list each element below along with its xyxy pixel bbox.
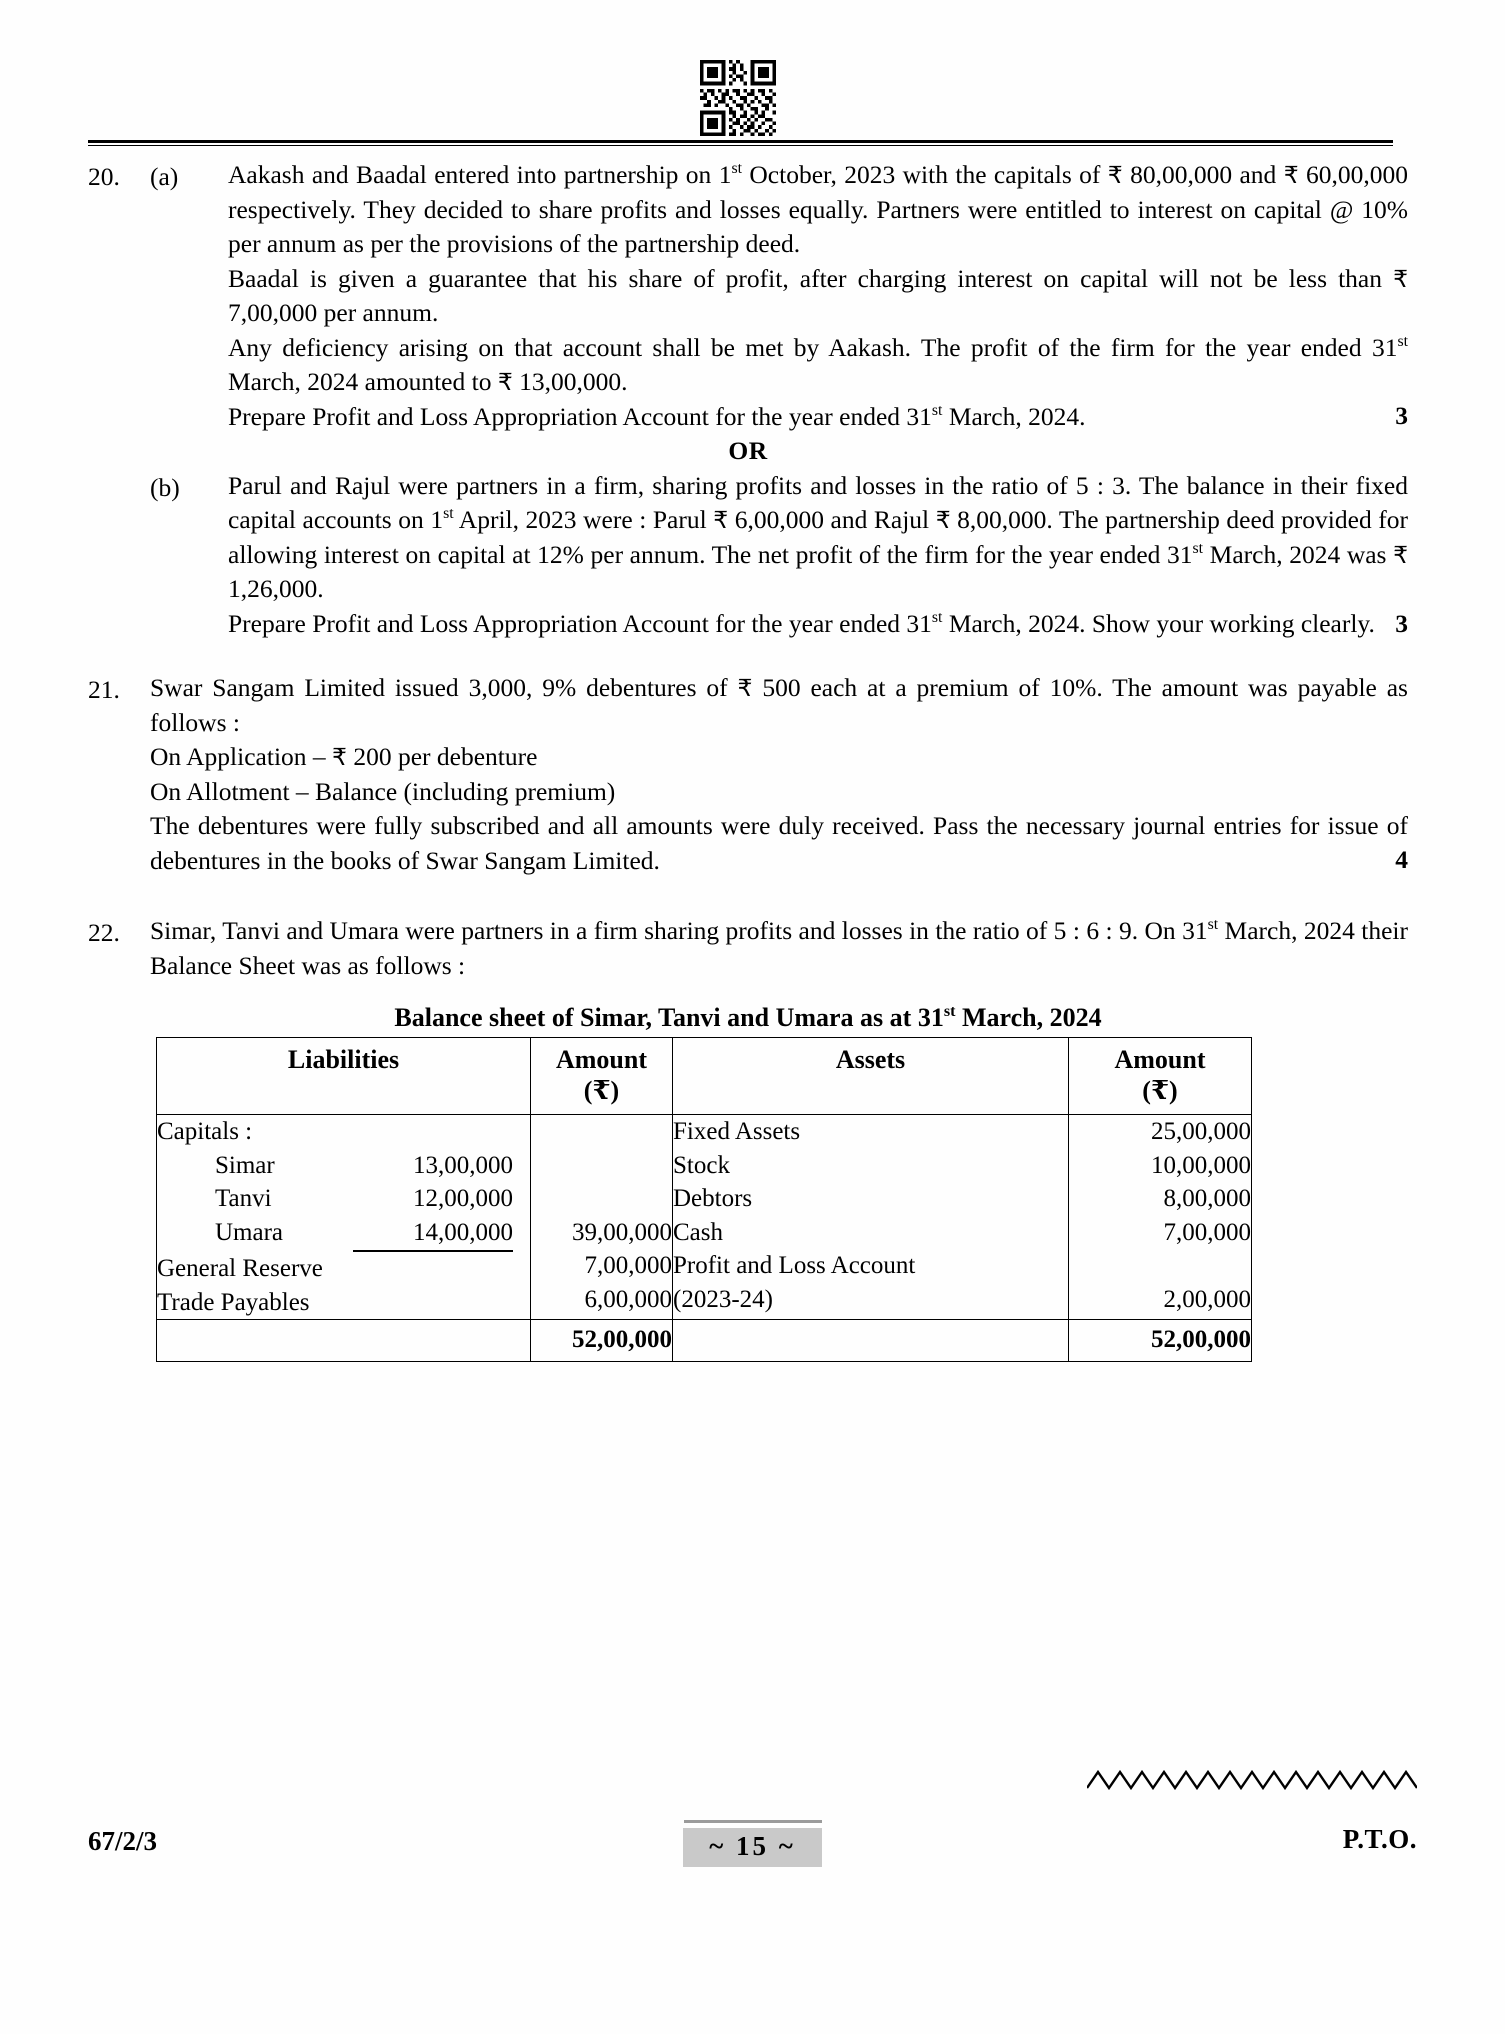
liability-partner-amount: 12,00,000: [413, 1185, 513, 1212]
question-22-body: [150, 914, 1408, 983]
liability-amount: 7,00,000: [584, 1252, 672, 1279]
liability-amount: 39,00,000: [572, 1218, 672, 1246]
liability-partner-amount: 14,00,000: [353, 1216, 513, 1253]
asset-amount: 8,00,000: [1163, 1185, 1251, 1212]
q20a-para-3: Any deficiency arising on that account shall be met by Aakash. The profit of the firm for the year ended 31st March, 2024 amounted to ₹ 13,00,000.: [228, 332, 1408, 396]
header-amount2-line2: (₹): [1142, 1076, 1178, 1105]
total-liabilities-amount: 52,00,000: [531, 1320, 673, 1362]
question-20b: [88, 469, 1408, 642]
balance-sheet-total-row: [157, 1320, 1252, 1362]
q20a-para-2: Baadal is given a guarantee that his share of profit, after charging interest on capital will not be less than ₹ 7,00,000 per annum.: [228, 263, 1408, 327]
assets-amount-cell: [1069, 1115, 1252, 1320]
liability-row: [157, 1286, 530, 1320]
header-assets: Assets: [673, 1038, 1069, 1115]
header-amount-assets: [1069, 1038, 1252, 1115]
header-amount-liabilities: [531, 1038, 673, 1115]
liability-amount: [531, 1149, 672, 1183]
question-sub-label-b: (b): [150, 472, 180, 502]
pto-label: P.T.O.: [1342, 1824, 1417, 1854]
question-number-blank: [88, 469, 150, 470]
q20b-para-1: Parul and Rajul were partners in a firm, sharing profits and losses in the ratio of 5 : 3. The balance in their fixed capital accounts on 1st April, 2023 were : Parul ₹ 6,00,000 and Rajul ₹ 8,00,000. The partnership deed provided for allowing interest on capital at 12% per annum. The net profit of the firm for the year ended 31st March, 2024 was ₹ 1,26,000.: [228, 470, 1408, 603]
decorative-squiggle: [1087, 1768, 1417, 1794]
total-liabilities-label: [157, 1320, 531, 1362]
question-number-22: 22.: [88, 918, 120, 947]
liability-partner-name: Tanvi: [215, 1185, 272, 1212]
balance-sheet-body-row: [157, 1115, 1252, 1320]
or-separator-20: OR: [728, 436, 768, 465]
qr-code-icon: [700, 60, 776, 136]
question-20a-body: [228, 158, 1408, 434]
liability-amount: 6,00,000: [584, 1285, 672, 1313]
asset-label: Cash: [673, 1218, 723, 1246]
asset-amount: 2,00,000: [1163, 1285, 1251, 1313]
header-divider: [88, 140, 1393, 146]
question-number-20: 20.: [88, 162, 120, 191]
page-number-box: ~ 15 ~: [683, 1828, 822, 1867]
balance-sheet-header-row: [157, 1038, 1252, 1115]
asset-amount: 25,00,000: [1151, 1118, 1251, 1145]
balance-sheet-table: [156, 1037, 1252, 1362]
header-liabilities: Liabilities: [157, 1038, 531, 1115]
question-number-21: 21.: [88, 675, 120, 704]
liability-row: [157, 1149, 530, 1183]
q20b-para-2: Prepare Profit and Loss Appropriation Account for the year ended 31st March, 2024. Show your working clearly.: [228, 608, 1375, 638]
liabilities-cell: [157, 1115, 531, 1320]
asset-label: Stock: [673, 1151, 730, 1179]
question-21-body: [150, 671, 1408, 878]
page-number-footer: [0, 1820, 1505, 1867]
total-assets-amount: 52,00,000: [1069, 1320, 1252, 1362]
liability-row: [157, 1182, 530, 1216]
asset-amount: [1069, 1249, 1251, 1283]
asset-label: Debtors: [673, 1185, 753, 1212]
q20a-para-4: Prepare Profit and Loss Appropriation Account for the year ended 31st March, 2024.: [228, 401, 1086, 431]
header-amount-line1: Amount: [555, 1045, 647, 1074]
asset-label: (2023-24): [673, 1285, 773, 1313]
q21-on-application: On Application – ₹ 200 per debenture: [150, 742, 538, 771]
question-sub-label-a: (a): [150, 162, 179, 191]
question-20a: [88, 158, 1408, 434]
liability-label: Trade Payables: [157, 1288, 310, 1316]
liability-row: [157, 1115, 530, 1149]
liability-amount: [531, 1115, 672, 1149]
liability-amount: [531, 1182, 672, 1216]
q21-on-allotment: On Allotment – Balance (including premium): [150, 776, 616, 806]
liability-label: Capitals :: [157, 1118, 253, 1145]
liability-partner-name: Simar: [215, 1151, 275, 1179]
question-22: [88, 914, 1408, 983]
liability-partner-amount: 13,00,000: [413, 1151, 513, 1179]
question-21: [88, 671, 1408, 878]
header-amount-line2: (₹): [583, 1076, 620, 1105]
liability-label: General Reserve: [157, 1255, 323, 1282]
asset-label: Profit and Loss Account: [673, 1252, 916, 1279]
header-amount2-line1: Amount: [1114, 1045, 1206, 1074]
q21-para-4: The debentures were fully subscribed and all amounts were duly received. Pass the necessary journal entries for issue of debentures in the books of Swar Sangam Limited.: [150, 811, 1408, 875]
marks-21: 4: [1395, 845, 1408, 874]
asset-amount: 7,00,000: [1163, 1218, 1251, 1246]
q22-para-1: Simar, Tanvi and Umara were partners in a firm sharing profits and losses in the ratio of 5 : 6 : 9. On 31st March, 2024 their Balance Sheet was as follows :: [150, 916, 1408, 980]
liability-row: [157, 1216, 530, 1253]
question-20b-body: [228, 469, 1408, 642]
marks-20a: 3: [1395, 401, 1408, 430]
question-content: [88, 158, 1408, 1362]
liability-partner-name: Umara: [215, 1218, 284, 1246]
q20a-para-1: Aakash and Baadal entered into partnership on 1st October, 2023 with the capitals of ₹ 80,00,000 and ₹ 60,00,000 respectively. They decided to share profits and losses equally. Partners were entitled to interest on capital @ 10% per annum as per the provisions of the partnership deed.: [228, 160, 1409, 258]
balance-sheet-title: Balance sheet of Simar, Tanvi and Umara as at 31st March, 2024: [394, 1003, 1102, 1032]
asset-label: Fixed Assets: [673, 1118, 801, 1145]
liability-row: [157, 1252, 530, 1286]
assets-cell: [673, 1115, 1069, 1320]
page-number-rule: [684, 1820, 822, 1823]
paper-code: 67/2/3: [88, 1826, 158, 1856]
q21-para-1: Swar Sangam Limited issued 3,000, 9% debentures of ₹ 500 each at a premium of 10%. The amount was payable as follows :: [150, 673, 1408, 737]
asset-amount: 10,00,000: [1151, 1151, 1251, 1179]
marks-20b: 3: [1395, 608, 1408, 638]
liabilities-amount-cell: [531, 1115, 673, 1320]
total-assets-label: [673, 1320, 1069, 1362]
